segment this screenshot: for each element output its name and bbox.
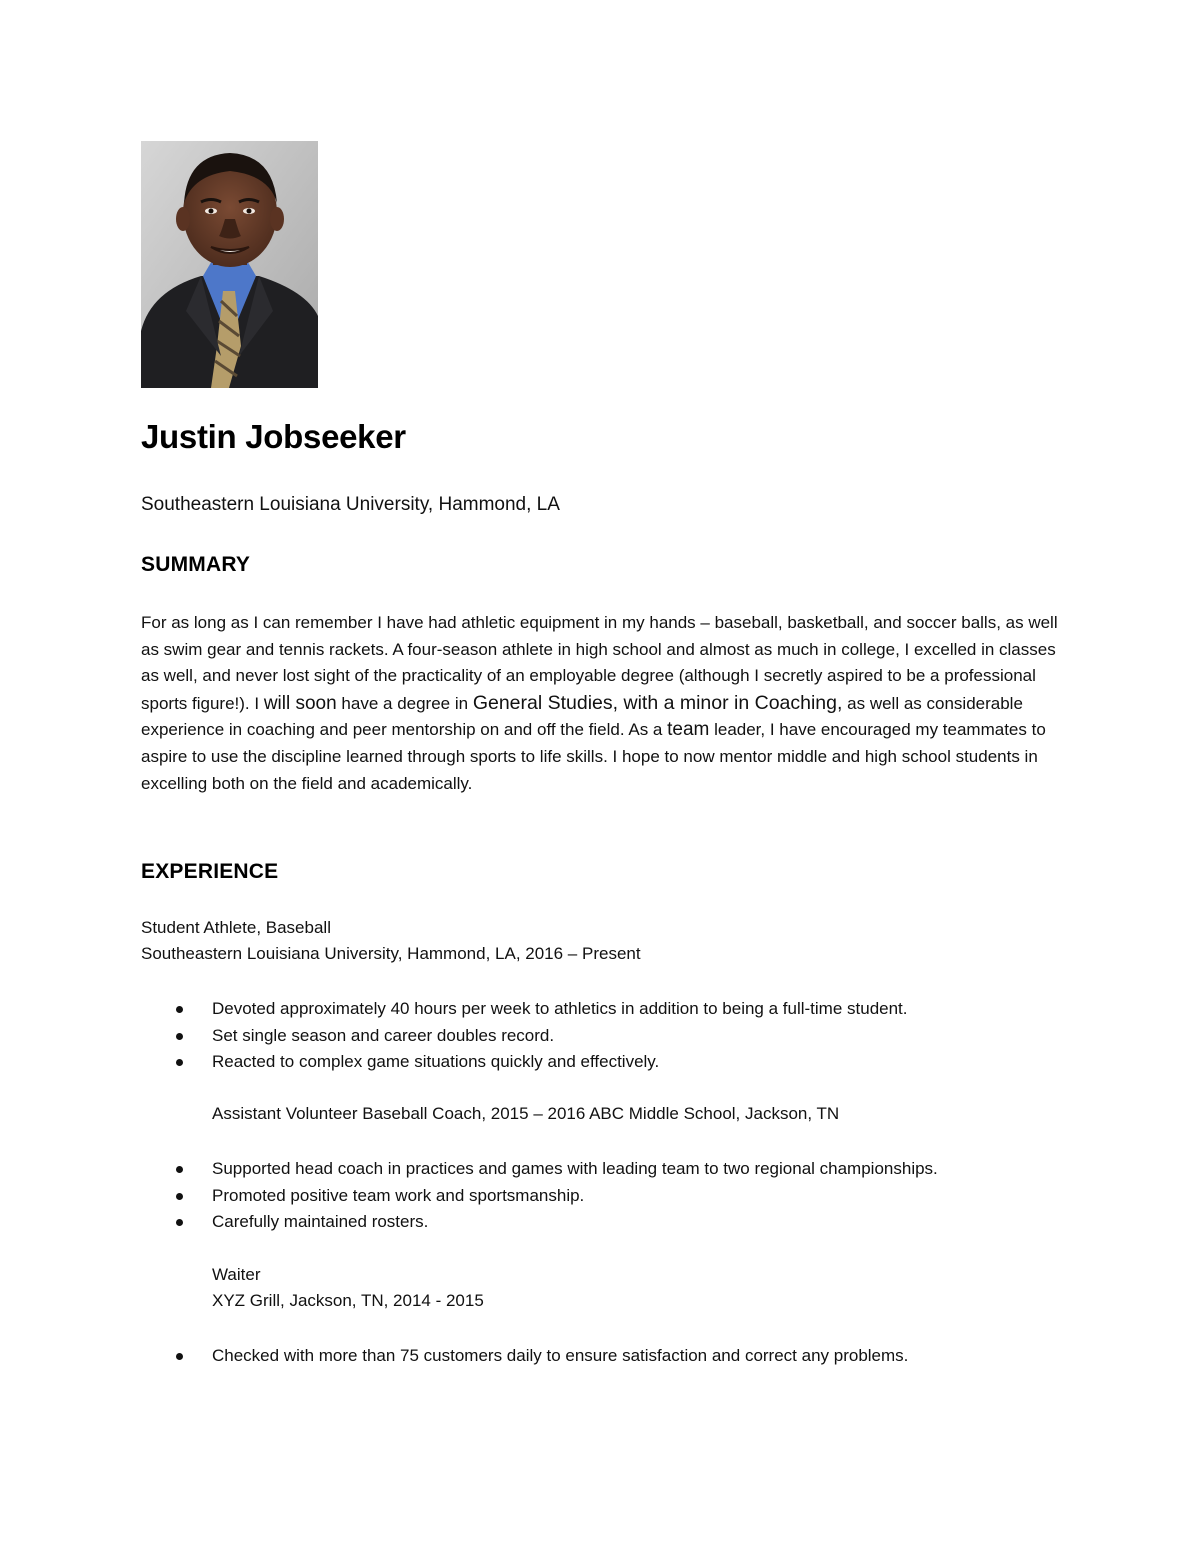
summary-text-part: as well as considerable experience in coaching and peer mentorship on and off the field. As a: [141, 693, 1023, 740]
summary-emphasis: General Studies, with a minor in Coaching,: [472, 691, 843, 714]
bullet-text: Reacted to complex game situations quickly and effectively.: [212, 1052, 660, 1072]
list-item: [141, 1209, 1071, 1236]
job-title: Waiter: [212, 1265, 261, 1284]
bullet-text: Supported head coach in practices and games with leading team to two regional championships.: [212, 1159, 938, 1178]
candidate-location: Southeastern Louisiana University, Hammond, LA: [141, 494, 560, 515]
bullet-icon: [176, 1353, 183, 1360]
job-organization: XYZ Grill, Jackson, TN, 2014 - 2015: [212, 1291, 484, 1310]
summary-text-part: have a degree in: [336, 693, 473, 713]
list-item: [141, 1156, 1071, 1183]
summary-text-part: leader, I have encouraged my teammates to aspire to use the discipline learned through sports to life skills. I hope to now mentor middle and high school students in excelling both on the field and academically.: [141, 720, 1046, 793]
list-item: [141, 1049, 1071, 1076]
job-organization: Southeastern Louisiana University, Hammond, LA, 2016 – Present: [141, 944, 641, 963]
bullet-text: Set single season and career doubles record.: [212, 1025, 555, 1045]
summary-emphasis: will soon: [263, 692, 337, 714]
bullet-text: Checked with more than 75 customers daily to ensure satisfaction and correct any problems.: [212, 1346, 909, 1365]
bullet-icon: [176, 1059, 183, 1066]
summary-heading: SUMMARY: [141, 553, 251, 576]
bullet-icon: [176, 1193, 183, 1200]
experience-heading: EXPERIENCE: [141, 860, 279, 883]
bullet-icon: [176, 1166, 183, 1173]
list-item: [141, 1343, 1071, 1370]
bullet-icon: [176, 1033, 183, 1040]
bullet-text: Devoted approximately 40 hours per week to athletics in addition to being a full-time student.: [212, 999, 908, 1018]
job-bullet-list: [141, 996, 1071, 1076]
list-item: [141, 996, 1071, 1023]
list-item: [141, 1183, 1071, 1210]
list-item: [141, 1023, 1071, 1050]
summary-text-part: For as long as I can remember I have had athletic equipment in my hands – baseball, basketball, and soccer balls, as well as swim gear and tennis rackets. A four-season athlete in high school and almost as much in college, I excelled in classes as well, and never lost sight of the practicality of an employable degree (although I secretly aspired to be a professional sports figure!). I: [141, 613, 1058, 713]
bullet-text: Carefully maintained rosters.: [212, 1212, 429, 1232]
profile-photo: [141, 141, 318, 388]
bullet-text: Promoted positive team work and sportsmanship.: [212, 1185, 585, 1205]
job-bullet-list: [141, 1156, 1071, 1236]
summary-emphasis: team: [667, 719, 710, 741]
summary-text: [141, 610, 1066, 797]
job-bullet-list: [141, 1343, 1071, 1370]
job-title: Student Athlete, Baseball: [141, 918, 331, 937]
bullet-icon: [176, 1219, 183, 1226]
bullet-icon: [176, 1006, 183, 1013]
candidate-name: Justin Jobseeker: [141, 418, 406, 455]
job-title: Assistant Volunteer Baseball Coach, 2015 – 2016 ABC Middle School, Jackson, TN: [212, 1104, 840, 1123]
